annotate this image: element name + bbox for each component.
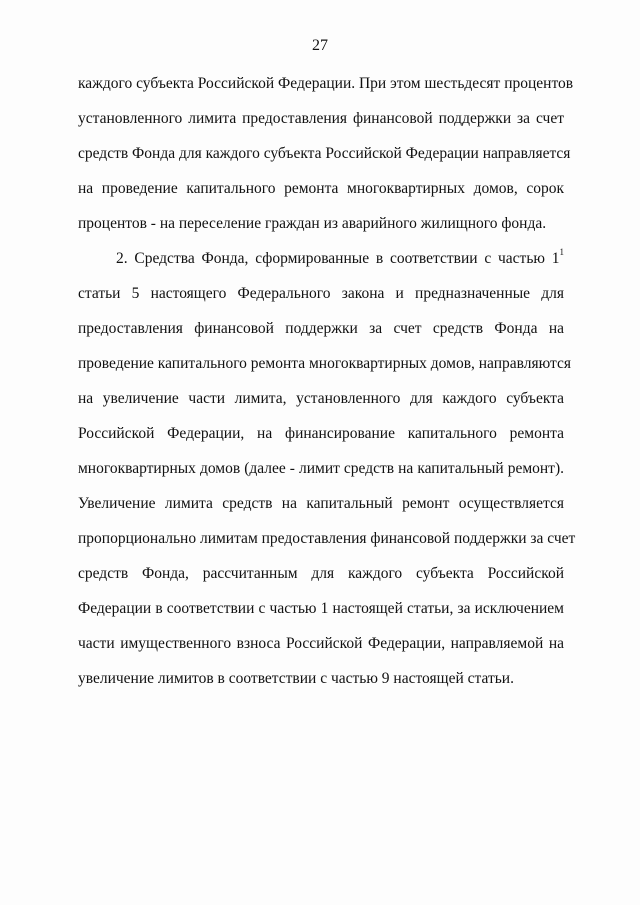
paragraph-line: проведение капитального ремонта многоквартирных домов, направляются [78, 355, 571, 372]
paragraph-line: статьи 5 настоящего Федерального закона и предназначенные для [78, 285, 564, 302]
paragraph-line: части имущественного взноса Российской Федерации, направляемой на [78, 635, 564, 652]
page-number: 27 [312, 37, 328, 54]
paragraph-line: Российской Федерации, на финансирование капитального ремонта [78, 425, 564, 442]
paragraph-line: увеличение лимитов в соответствии с частью 9 настоящей статьи. [78, 670, 514, 687]
paragraph-line: средств Фонда для каждого субъекта Российской Федерации направляется [78, 145, 571, 162]
paragraph-line: установленного лимита предоставления финансовой поддержки за счет [78, 110, 564, 127]
paragraph-line: средств Фонда, рассчитанным для каждого субъекта Российской [78, 565, 564, 582]
paragraph-first-line [116, 248, 564, 270]
paragraph-line: Увеличение лимита средств на капитальный ремонт осуществляется [78, 495, 564, 512]
paragraph-line: Федерации в соответствии с частью 1 настоящей статьи, за исключением [78, 600, 564, 617]
paragraph-line: на проведение капитального ремонта многоквартирных домов, сорок [78, 180, 564, 197]
paragraph-line: процентов - на переселение граждан из аварийного жилищного фонда. [78, 215, 547, 232]
paragraph-line: каждого субъекта Российской Федерации. При этом шестьдесят процентов [78, 75, 574, 92]
paragraph-line: на увеличение части лимита, установленного для каждого субъекта [78, 390, 564, 407]
superscript: 1 [559, 247, 564, 257]
paragraph-line: пропорционально лимитам предоставления финансовой поддержки за счет [78, 530, 576, 547]
paragraph-line: многоквартирных домов (далее - лимит средств на капитальный ремонт). [78, 460, 564, 477]
paragraph-line-text: 2. Средства Фонда, сформированные в соответствии с частью 1 [116, 250, 560, 267]
paragraph-line: предоставления финансовой поддержки за счет средств Фонда на [78, 320, 564, 337]
